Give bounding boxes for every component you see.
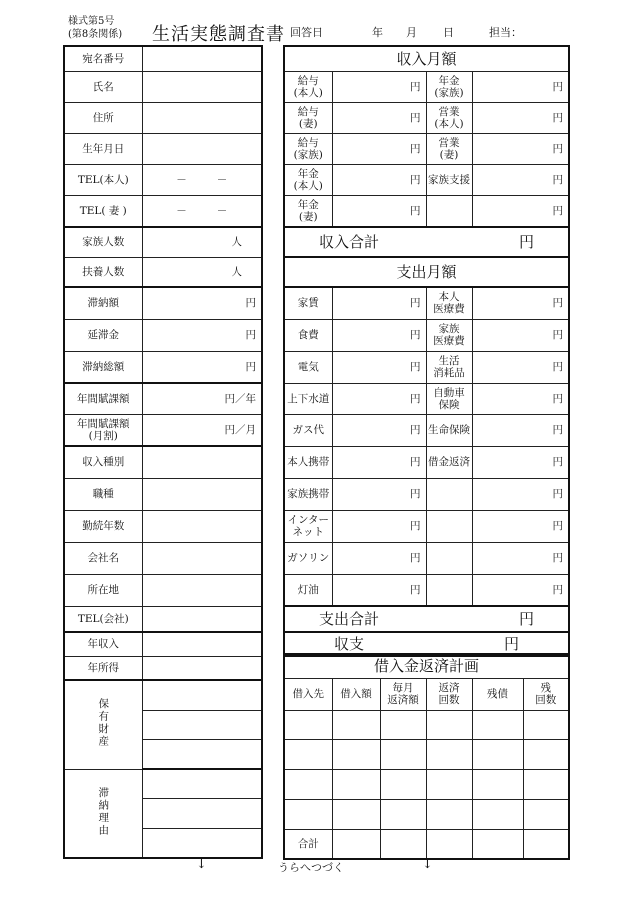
- delinquent-amount-field[interactable]: 円: [142, 287, 262, 319]
- internet-label: インター ネット: [284, 510, 332, 542]
- form-article: (第8条関係): [68, 29, 123, 40]
- company-location-field[interactable]: [142, 574, 262, 606]
- mobile-self-label: 本人携帯: [284, 446, 332, 478]
- annual-tax-monthly-label: 年間賦課額 (月割): [64, 414, 142, 446]
- family-support-field[interactable]: 円: [472, 164, 569, 195]
- loan-lender-header: 借入先: [284, 678, 332, 710]
- late-fee-label: 延滞金: [64, 319, 142, 351]
- business-self-label: 営業 (本人): [426, 102, 472, 133]
- pension-family-field[interactable]: 円: [472, 71, 569, 102]
- down-arrow-icon: ↓: [196, 857, 207, 872]
- annual-income-field[interactable]: [142, 632, 262, 656]
- pension-self-field[interactable]: 円: [332, 164, 426, 195]
- food-field[interactable]: 円: [332, 319, 426, 351]
- dash: －: [176, 173, 187, 186]
- budget-table: [283, 45, 570, 657]
- life-insurance-field[interactable]: 円: [472, 414, 569, 446]
- rent-field[interactable]: 円: [332, 287, 426, 319]
- reason-field-2[interactable]: [142, 798, 262, 828]
- pension-spouse-field[interactable]: 円: [332, 195, 426, 227]
- assets-field-3[interactable]: [142, 739, 262, 769]
- water-field[interactable]: 円: [332, 383, 426, 414]
- pension-family-label: 年金 (家族): [426, 71, 472, 102]
- income-total-unit: 円: [519, 233, 535, 251]
- tel-company-field[interactable]: [142, 606, 262, 632]
- car-insurance-field[interactable]: 円: [472, 383, 569, 414]
- tel-spouse-label: TEL( 妻 ): [64, 195, 142, 227]
- income-title: 収入月額: [284, 46, 569, 71]
- delinquent-total-label: 滞納総額: [64, 351, 142, 383]
- loan-repayment-label: 借金返済: [426, 446, 472, 478]
- dash: －: [216, 173, 228, 186]
- mobile-family-label: 家族携帯: [284, 478, 332, 510]
- years-employed-field[interactable]: [142, 510, 262, 542]
- salary-self-label: 給与 (本人): [284, 71, 332, 102]
- expense-total-row: [284, 606, 569, 632]
- late-fee-field[interactable]: 円: [142, 319, 262, 351]
- balance-unit: 円: [504, 635, 520, 653]
- water-label: 上下水道: [284, 383, 332, 414]
- gas-field[interactable]: 円: [332, 414, 426, 446]
- tel-spouse-field[interactable]: [142, 195, 262, 227]
- business-self-field[interactable]: 円: [472, 102, 569, 133]
- tel-self-label: TEL(本人): [64, 164, 142, 195]
- occupation-label: 職種: [64, 478, 142, 510]
- blank-label: [426, 574, 472, 606]
- name-field[interactable]: [142, 71, 262, 102]
- expense-total-unit: 円: [519, 610, 535, 628]
- address-number-label: 宛名番号: [64, 46, 142, 71]
- blank-field[interactable]: 円: [472, 542, 569, 574]
- family-count-field[interactable]: [142, 227, 262, 257]
- answer-date-label: 回答日: [290, 26, 323, 39]
- loan-row: [284, 739, 569, 769]
- loan-plan-table: [283, 653, 570, 860]
- pension-self-label: 年金 (本人): [284, 164, 332, 195]
- mobile-family-field[interactable]: 円: [332, 478, 426, 510]
- loan-amount-header: 借入額: [332, 678, 380, 710]
- food-label: 食費: [284, 319, 332, 351]
- occupation-field[interactable]: [142, 478, 262, 510]
- annual-tax-monthly-field[interactable]: 円／月: [142, 414, 262, 446]
- loan-total-row: [284, 829, 569, 859]
- blank-label: [426, 542, 472, 574]
- page-title: 生活実態調査書: [152, 24, 285, 45]
- assets-field-2[interactable]: [142, 710, 262, 739]
- blank-field[interactable]: 円: [472, 195, 569, 227]
- kerosene-field[interactable]: 円: [332, 574, 426, 606]
- annual-tax-label: 年間賦課額: [64, 383, 142, 414]
- balance-label: 収支: [334, 635, 365, 653]
- day-label: 日: [443, 26, 454, 39]
- person-unit: 人: [231, 236, 242, 249]
- car-insurance-label: 自動車 保険: [426, 383, 472, 414]
- loan-count-header: 返済 回数: [426, 678, 472, 710]
- salary-spouse-label: 給与 (妻): [284, 102, 332, 133]
- dash: －: [216, 204, 228, 217]
- loan-title: 借入金返済計画: [284, 654, 569, 678]
- birthdate-field[interactable]: [142, 133, 262, 164]
- expense-total-label: 支出合計: [319, 610, 380, 628]
- pension-spouse-label: 年金 (妻): [284, 195, 332, 227]
- medical-self-field[interactable]: 円: [472, 287, 569, 319]
- annual-tax-field[interactable]: 円／年: [142, 383, 262, 414]
- reason-field-3[interactable]: [142, 828, 262, 858]
- family-count-label: 家族人数: [64, 227, 142, 257]
- loan-total-label: 合計: [284, 829, 332, 859]
- salary-self-field[interactable]: 円: [332, 71, 426, 102]
- salary-family-label: 給与 (家族): [284, 133, 332, 164]
- annual-income-label: 年収入: [64, 632, 142, 656]
- address-field[interactable]: [142, 102, 262, 133]
- assets-label: 保有財産: [64, 680, 142, 769]
- continue-note: うらへつづく: [278, 861, 344, 874]
- birthdate-label: 生年月日: [64, 133, 142, 164]
- income-total-label: 収入合計: [319, 233, 380, 251]
- delinquency-reason-label: 滞納理由: [64, 769, 142, 858]
- blank-field[interactable]: 円: [472, 478, 569, 510]
- gasoline-field[interactable]: 円: [332, 542, 426, 574]
- income-type-label: 収入種別: [64, 446, 142, 478]
- loan-remaining-header: 残債: [472, 678, 523, 710]
- gasoline-label: ガソリン: [284, 542, 332, 574]
- loan-row: [284, 799, 569, 829]
- internet-field[interactable]: 円: [332, 510, 426, 542]
- reason-field-1[interactable]: [142, 769, 262, 798]
- electricity-label: 電気: [284, 351, 332, 383]
- expense-title: 支出月額: [284, 257, 569, 287]
- medical-self-label: 本人 医療費: [426, 287, 472, 319]
- loan-repayment-field[interactable]: 円: [472, 446, 569, 478]
- annual-earnings-label: 年所得: [64, 656, 142, 680]
- down-arrow-icon: ↓: [422, 857, 433, 872]
- family-support-label: 家族支援: [426, 164, 472, 195]
- name-label: 氏名: [64, 71, 142, 102]
- rent-label: 家賃: [284, 287, 332, 319]
- blank-label: [426, 478, 472, 510]
- salary-family-field[interactable]: 円: [332, 133, 426, 164]
- blank-field[interactable]: 円: [472, 574, 569, 606]
- form-number: 様式第5号: [68, 16, 115, 27]
- salary-spouse-field[interactable]: 円: [332, 102, 426, 133]
- blank-label: [426, 510, 472, 542]
- address-label: 住所: [64, 102, 142, 133]
- tel-company-label: TEL(会社): [64, 606, 142, 632]
- delinquent-amount-label: 滞納額: [64, 287, 142, 319]
- personal-info-table: [63, 45, 263, 859]
- business-spouse-field[interactable]: 円: [472, 133, 569, 164]
- dependents-label: 扶養人数: [64, 257, 142, 287]
- consumables-label: 生活 消耗品: [426, 351, 472, 383]
- gas-label: ガス代: [284, 414, 332, 446]
- blank-field[interactable]: 円: [472, 510, 569, 542]
- year-label: 年: [372, 26, 383, 39]
- loan-remaining-count-header: 残 回数: [523, 678, 569, 710]
- tel-self-field[interactable]: [142, 164, 262, 195]
- business-spouse-label: 営業 (妻): [426, 133, 472, 164]
- dependents-field[interactable]: [142, 257, 262, 287]
- person-unit: 人: [231, 265, 242, 278]
- electricity-field[interactable]: 円: [332, 351, 426, 383]
- annual-earnings-field[interactable]: [142, 656, 262, 680]
- life-insurance-label: 生命保険: [426, 414, 472, 446]
- mobile-self-field[interactable]: 円: [332, 446, 426, 478]
- kerosene-label: 灯油: [284, 574, 332, 606]
- address-number-field[interactable]: [142, 46, 262, 71]
- company-name-field[interactable]: [142, 542, 262, 574]
- income-type-field[interactable]: [142, 446, 262, 478]
- consumables-field[interactable]: 円: [472, 351, 569, 383]
- income-total-row: [284, 227, 569, 257]
- blank-label: [426, 195, 472, 227]
- loan-row: [284, 710, 569, 739]
- month-label: 月: [406, 26, 417, 39]
- delinquent-total-field[interactable]: 円: [142, 351, 262, 383]
- staff-label: 担当：: [489, 26, 522, 39]
- dash: －: [176, 204, 187, 217]
- assets-field-1[interactable]: [142, 680, 262, 710]
- company-location-label: 所在地: [64, 574, 142, 606]
- loan-row: [284, 769, 569, 799]
- medical-family-field[interactable]: 円: [472, 319, 569, 351]
- loan-monthly-header: 毎月 返済額: [380, 678, 426, 710]
- company-name-label: 会社名: [64, 542, 142, 574]
- medical-family-label: 家族 医療費: [426, 319, 472, 351]
- years-employed-label: 勤続年数: [64, 510, 142, 542]
